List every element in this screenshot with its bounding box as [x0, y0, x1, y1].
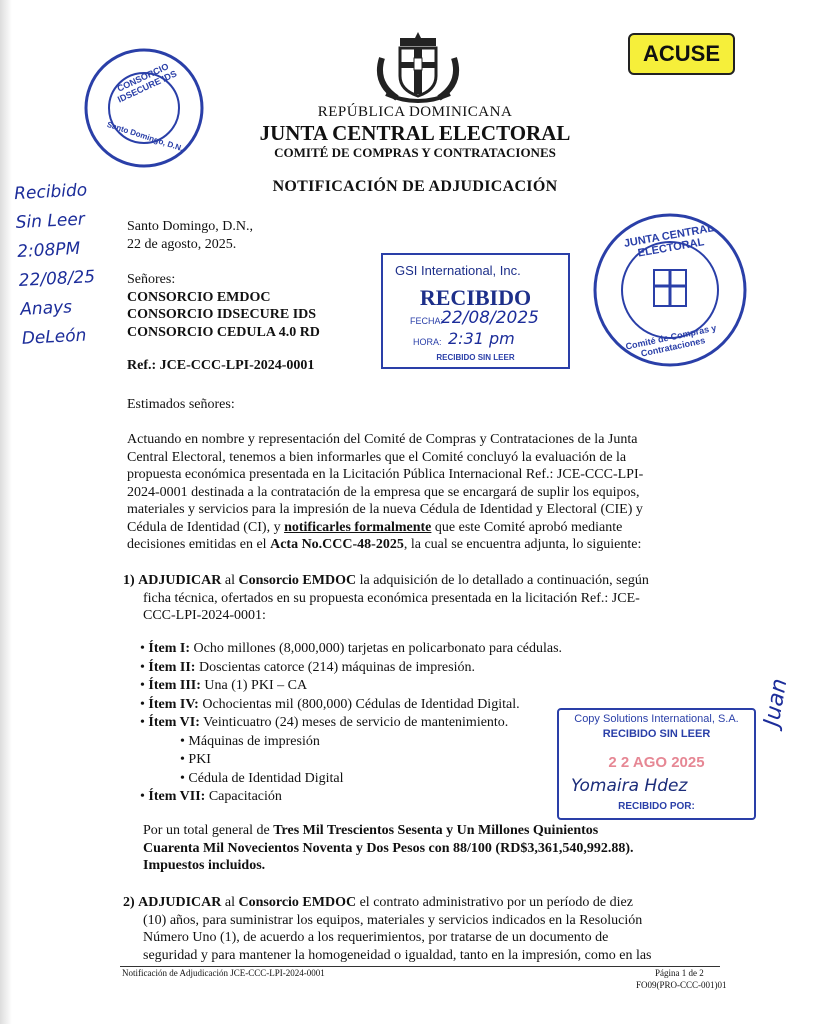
item-text: Una (1) PKI – CA — [200, 678, 308, 693]
handwritten-signature-right: Juan — [759, 676, 793, 729]
notify-emphasis: notificarles formalmente — [284, 519, 432, 535]
paragraph-line: Central Electoral, tenemos a bien informarles que el Comité concluyó la evaluación de la — [127, 449, 627, 465]
adjudication-item-1 — [123, 572, 713, 625]
item-first-line — [123, 894, 718, 912]
total-amount-words: Tres Mil Trescientos Sesenta y Un Millones Quinientos — [273, 823, 599, 838]
text-run: el contrato administrativo por un período de diez — [356, 895, 633, 910]
jce-stamp-bottom-text: Comité de Compras y Contrataciones — [624, 322, 718, 359]
item-label: Ítem IV: — [148, 696, 199, 712]
adjudicar-keyword: ADJUDICAR — [138, 573, 222, 588]
institution-heading: JUNTA CENTRAL ELECTORAL — [259, 121, 571, 145]
text-run: Cédula de Identidad (CI), y — [127, 519, 285, 535]
item-label: Ítem I: — [148, 641, 191, 656]
sub-list-item: • Máquinas de impresión — [180, 733, 320, 749]
copy-solutions-stamp — [557, 708, 756, 820]
consortium-name: Consorcio EMDOC — [238, 895, 357, 910]
footer-rule — [120, 966, 720, 967]
item-text: Veinticuatro (24) meses de servicio de mantenimiento. — [199, 715, 509, 730]
text-run: decisiones emitidas en el — [127, 537, 271, 552]
gsi-nota: RECIBIDO SIN LEER — [436, 353, 515, 362]
text-run: al — [221, 573, 239, 588]
footer-page-number: Página 1 de 2 — [655, 968, 704, 978]
sub-list-item: • PKI — [180, 752, 211, 767]
gsi-received-stamp — [381, 253, 570, 369]
total-line: Cuarenta Mil Novecientos Noventa y Dos Pesos con 88/100 (RD$3,361,540,992.88). — [143, 840, 634, 856]
reference-line: Ref.: JCE-CCC-LPI-2024-0001 — [127, 358, 315, 373]
coat-of-arms-emblem — [372, 28, 464, 104]
copy-signature: Yomaira Hdez — [571, 776, 688, 796]
text-run: al — [221, 895, 239, 910]
paragraph-line: materiales y servicios para la impresión de la nueva Cédula de Identidad y Electoral (CIE) y — [127, 502, 643, 517]
paragraph-line: Actuando en nombre y representación del Comité de Compras y Contrataciones de la Junta — [127, 432, 638, 447]
item-label: Ítem III: — [148, 678, 201, 693]
letter-place-date — [127, 218, 253, 253]
text-run: Por un total general de — [143, 823, 274, 838]
total-line — [143, 822, 713, 840]
item-label: Ítem VI: — [148, 715, 200, 730]
handwriting-line: Anays — [19, 297, 73, 320]
adjudicar-keyword: ADJUDICAR — [138, 895, 222, 910]
item-line: ficha técnica, ofertados en su propuesta económica presentada en la licitación Ref.: JCE- — [143, 590, 640, 606]
gsi-hora-value: 2:31 pm — [448, 329, 515, 348]
sub-list-item: • Cédula de Identidad Digital — [180, 770, 344, 786]
date-line: 22 de agosto, 2025. — [127, 236, 237, 252]
sub-item-text: Máquinas de impresión — [188, 733, 320, 749]
handwriting-line: Sin Leer — [15, 209, 86, 234]
list-item: • Ítem IV: Ochocientas mil (800,000) Cédulas de Identidad Digital. — [140, 696, 520, 712]
committee-heading: COMITÉ DE COMPRAS Y CONTRATACIONES — [274, 145, 556, 160]
gsi-company-name: GSI International, Inc. — [395, 263, 521, 278]
item-line: CCC-LPI-2024-0001: — [143, 608, 266, 623]
handwriting-line: 22/08/25 — [18, 266, 96, 291]
footer-form-code: FO09(PRO-CCC-001)01 — [636, 980, 727, 990]
paragraph-line: 2024-0001 destinada a la contratación de la empresa que se encargará de suplir los equipos, — [127, 484, 640, 500]
item-first-line — [123, 572, 713, 590]
gsi-fecha-value: 22/08/2025 — [441, 308, 539, 328]
list-item: • Ítem III: Una (1) PKI – CA — [140, 678, 308, 693]
total-line: Impuestos incluidos. — [143, 858, 266, 873]
document-title: NOTIFICACIÓN DE ADJUDICACIÓN — [272, 178, 558, 195]
text-run: , la cual se encuentra adjunta, lo siguiente: — [403, 537, 642, 552]
sub-item-text: Cédula de Identidad Digital — [188, 770, 344, 786]
republic-heading: REPÚBLICA DOMINICANA — [317, 104, 513, 120]
item-text: Ochocientas mil (800,000) Cédulas de Identidad Digital. — [198, 696, 520, 712]
item-label: Ítem VII: — [148, 789, 206, 804]
paragraph-line: propuesta económica presentada en la Licitación Pública Internacional Ref.: JCE-CCC-LPI- — [127, 467, 644, 482]
gsi-hora-label: HORA: — [413, 337, 442, 347]
addressee-line: CONSORCIO CEDULA 4.0 RD — [127, 324, 320, 340]
list-item: • Ítem II: Doscientas catorce (214) máquinas de impresión. — [140, 659, 475, 675]
handwritten-received-note — [13, 176, 98, 354]
paragraph-line — [127, 536, 712, 554]
item-text: Capacitación — [205, 789, 282, 804]
item-line: seguridad y para mantener la homogeneidad o igualdad, tanto en la impresión, como en las — [143, 947, 652, 963]
place-line: Santo Domingo, D.N., — [127, 219, 253, 234]
text-run: que este Comité aprobó mediante — [431, 519, 623, 535]
intro-paragraph — [127, 431, 712, 554]
gsi-recibido-title: RECIBIDO — [419, 285, 532, 310]
idsecure-stamp — [82, 46, 207, 171]
footer-reference: Notificación de Adjudicación JCE-CCC-LPI-2024-0001 — [122, 968, 325, 978]
acuse-label: ACUSE — [628, 33, 735, 75]
copy-received-by: RECIBIDO POR: — [618, 801, 695, 812]
items-list — [140, 640, 580, 807]
addressee-line: CONSORCIO IDSECURE IDS — [127, 307, 317, 322]
acta-reference: Acta No.CCC-48-2025 — [270, 537, 404, 552]
copy-company-name: Copy Solutions International, S.A. — [574, 713, 739, 725]
item-number: 2) — [123, 895, 135, 910]
handwriting-line: 2:08PM — [16, 238, 81, 263]
copy-stamp-nota: RECIBIDO SIN LEER — [602, 728, 711, 740]
jce-stamp — [590, 210, 750, 370]
adjudication-item-2 — [123, 894, 718, 964]
consortium-name: Consorcio EMDOC — [238, 573, 357, 588]
item-text: Ocho millones (8,000,000) tarjetas en policarbonato para cédulas. — [190, 641, 563, 656]
greeting-line: Estimados señores: — [127, 397, 235, 412]
sub-item-text: PKI — [188, 752, 211, 767]
gsi-fecha-label: FECHA: — [410, 316, 444, 326]
item-line: Número Uno (1), de acuerdo a los requerimientos, por tratarse de un documento de — [143, 930, 609, 945]
copy-stamp-date: 2 2 AGO 2025 — [608, 754, 705, 771]
item-number: 1) — [123, 573, 135, 588]
addressee-block — [127, 271, 320, 341]
list-item: • Ítem VII: Capacitación — [140, 789, 282, 804]
idsecure-stamp-circle — [82, 46, 207, 171]
salutation-label: Señores: — [127, 272, 176, 287]
idsecure-stamp-bottom-text: Santo Domingo, D.N. — [105, 119, 185, 154]
handwriting-line: Recibido — [13, 180, 88, 205]
paragraph-line — [127, 519, 712, 537]
text-run: la adquisición de lo detallado a continuación, según — [356, 573, 649, 588]
handwriting-line: DeLeón — [21, 325, 87, 349]
addressee-line: CONSORCIO EMDOC — [127, 289, 271, 305]
page-shadow-edge — [0, 0, 12, 1024]
item-text: Doscientas catorce (214) máquinas de impresión. — [195, 659, 475, 675]
item-label: Ítem II: — [148, 659, 196, 675]
jce-stamp-top-text: JUNTA CENTRAL ELECTORAL — [623, 222, 715, 260]
idsecure-stamp-top-text: CONSORCIO IDSECURE IDS — [115, 61, 179, 105]
list-item: • Ítem VI: Veinticuatro (24) meses de servicio de mantenimiento. — [140, 715, 509, 730]
item-line: (10) años, para suministrar los equipos, materiales y servicios indicados en la Resolución — [143, 912, 643, 928]
total-paragraph — [143, 822, 713, 875]
list-item: • Ítem I: Ocho millones (8,000,000) tarjetas en policarbonato para cédulas. — [140, 641, 563, 656]
